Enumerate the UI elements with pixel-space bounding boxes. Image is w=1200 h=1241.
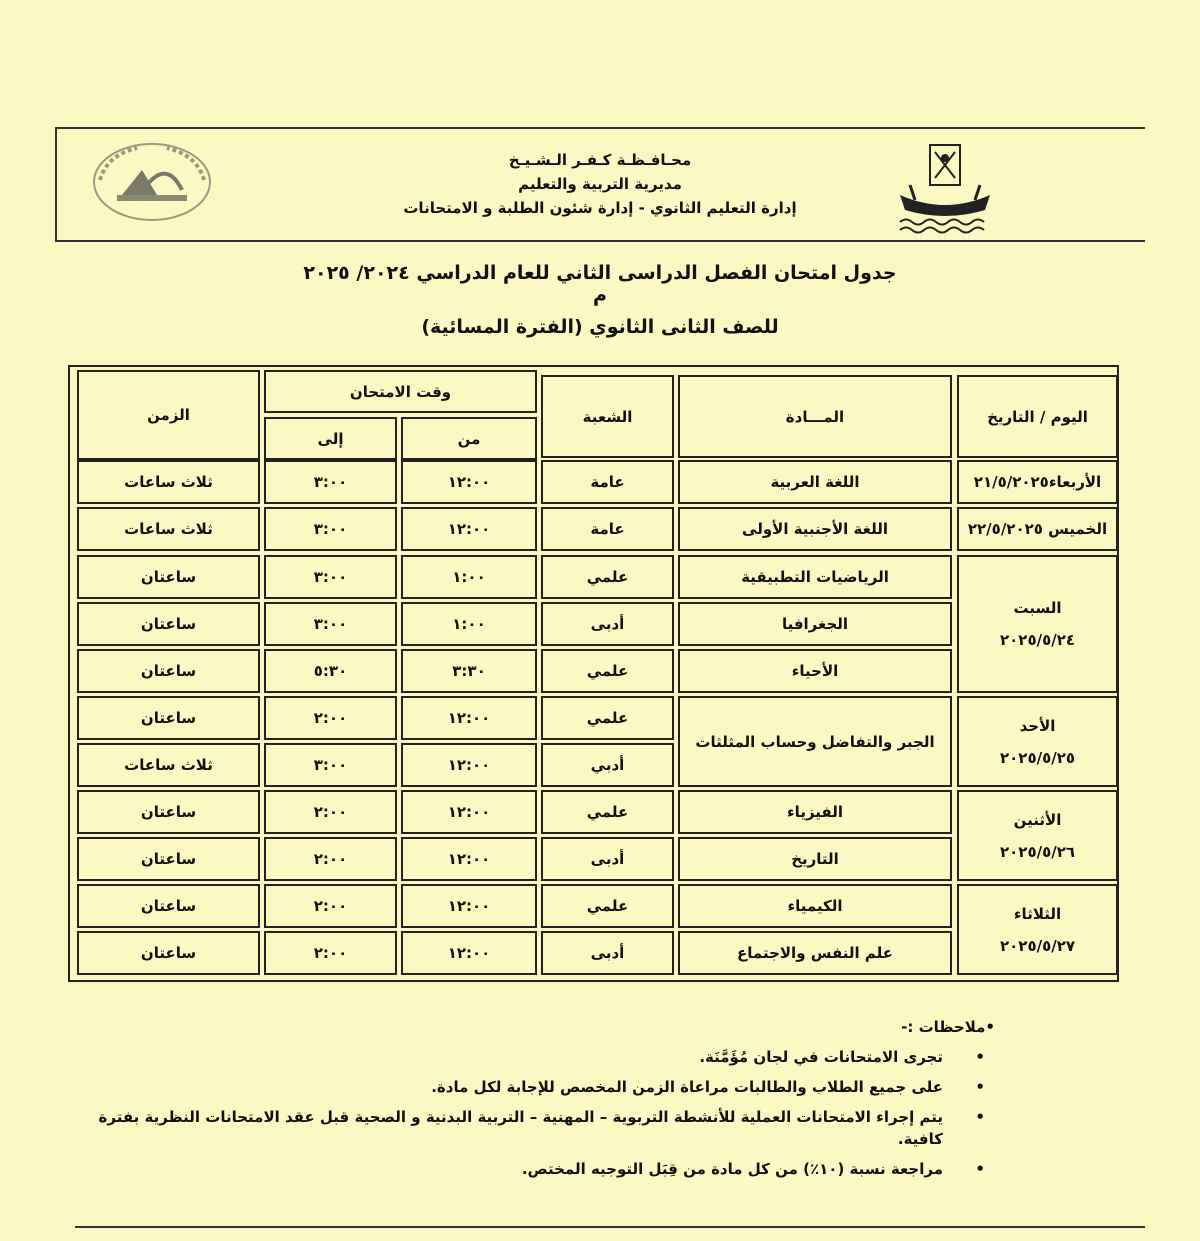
- document-subtitle: للصف الثانى الثانوي (الفترة المسائية): [421, 316, 779, 338]
- duration-cell: ثلاث ساعات: [77, 743, 260, 787]
- day-date-cell: الخميس ٢٢/٥/٢٠٢٥: [957, 507, 1118, 551]
- header-frame-left: [55, 127, 57, 240]
- directorate-emblem: [82, 140, 222, 225]
- subject-cell: الكيمياء: [678, 884, 952, 928]
- subject-cell: الجغرافيا: [678, 602, 952, 646]
- note-item: • يتم إجراء الامتحانات العملية للأنشطة التربوية – المهنية – التربية البدنية و الصحية قبل عقد الامتحانات النظرية بفترة كافية.: [98, 1108, 985, 1148]
- to-time-cell: ٣:٠٠: [264, 460, 397, 504]
- from-time-cell: ١:٠٠: [401, 555, 537, 599]
- branch-cell: علمي: [541, 555, 674, 599]
- notes-title: •ملاحظات :-: [901, 1018, 995, 1036]
- from-time-cell: ١٢:٠٠: [401, 790, 537, 834]
- from-time-cell: ١٢:٠٠: [401, 460, 537, 504]
- to-time-cell: ٢:٠٠: [264, 884, 397, 928]
- branch-cell: عامة: [541, 507, 674, 551]
- subject-cell: اللغة العربية: [678, 460, 952, 504]
- duration-cell: ساعتان: [77, 790, 260, 834]
- notes-section: [85, 1018, 995, 1188]
- branch-cell: علمي: [541, 790, 674, 834]
- from-time-cell: ١٢:٠٠: [401, 696, 537, 740]
- branch-cell: علمي: [541, 884, 674, 928]
- header-from: من: [401, 417, 537, 460]
- header-duration: الزمن: [77, 370, 260, 460]
- to-time-cell: ٣:٠٠: [264, 507, 397, 551]
- note-item: • على جميع الطلاب والطالبات مراعاة الزمن المخصص للإجابة لكل مادة.: [431, 1078, 985, 1096]
- header-exam-time: وقت الامتحان: [264, 370, 537, 413]
- day-date-cell: الأربعاء٢١/٥/٢٠٢٥: [957, 460, 1118, 504]
- subject-cell: اللغة الأجنبية الأولى: [678, 507, 952, 551]
- header-frame-divider: [55, 240, 1145, 242]
- notes-bullet: •: [985, 1018, 995, 1036]
- from-time-cell: ١٢:٠٠: [401, 837, 537, 881]
- from-time-cell: ١٢:٠٠: [401, 931, 537, 975]
- to-time-cell: ٢:٠٠: [264, 790, 397, 834]
- day-date-cell: الثلاثاء ٢٠٢٥/٥/٢٧: [957, 884, 1118, 975]
- to-time-cell: ٣:٠٠: [264, 743, 397, 787]
- from-time-cell: ١:٠٠: [401, 602, 537, 646]
- branch-cell: أدبي: [541, 743, 674, 787]
- subject-cell: الفيزياء: [678, 790, 952, 834]
- from-time-cell: ١٢:٠٠: [401, 884, 537, 928]
- to-time-cell: ٥:٣٠: [264, 649, 397, 693]
- duration-cell: ساعتان: [77, 602, 260, 646]
- note-item: • مراجعة نسبة (١٠٪) من كل مادة من قِبَل التوجيه المختص.: [521, 1160, 985, 1178]
- duration-cell: ساعتان: [77, 555, 260, 599]
- to-time-cell: ٢:٠٠: [264, 837, 397, 881]
- branch-cell: علمي: [541, 649, 674, 693]
- subject-cell: الرياضيات التطبيقية: [678, 555, 952, 599]
- branch-cell: علمي: [541, 696, 674, 740]
- note-item: • تجرى الامتحانات في لجان مُؤَمَّنَة.: [699, 1048, 985, 1066]
- header-day-date: اليوم / التاريخ: [957, 375, 1118, 458]
- department-name: إدارة التعليم الثانوي - إدارة شئون الطلبة و الامتحانات: [403, 199, 797, 217]
- branch-cell: أدبى: [541, 931, 674, 975]
- day-date-cell: السبت ٢٠٢٥/٥/٢٤: [957, 555, 1118, 693]
- document-title: جدول امتحان الفصل الدراسى الثاني للعام الدراسي ٢٠٢٤/ ٢٠٢٥ م: [303, 262, 897, 306]
- header-to: إلى: [264, 417, 397, 460]
- to-time-cell: ٢:٠٠: [264, 696, 397, 740]
- to-time-cell: ٣:٠٠: [264, 555, 397, 599]
- governorate-emblem: [895, 140, 995, 235]
- branch-cell: أدبى: [541, 837, 674, 881]
- header-subject: المـــادة: [678, 375, 952, 458]
- subject-cell: التاريخ: [678, 837, 952, 881]
- governorate-name: محـافـظـة كـفـر الـشـيـخ: [508, 151, 692, 169]
- header-frame-top: [55, 127, 1145, 129]
- branch-cell: عامة: [541, 460, 674, 504]
- header-branch: الشعبة: [541, 375, 674, 458]
- day-date-cell: الأحد ٢٠٢٥/٥/٢٥: [957, 696, 1118, 787]
- letterhead: [400, 148, 800, 220]
- duration-cell: ثلاث ساعات: [77, 460, 260, 504]
- duration-cell: ساعتان: [77, 837, 260, 881]
- from-time-cell: ١٢:٠٠: [401, 743, 537, 787]
- subject-cell: علم النفس والاجتماع: [678, 931, 952, 975]
- subject-cell: الجبر والتفاضل وحساب المثلثات: [678, 696, 952, 787]
- from-time-cell: ٣:٣٠: [401, 649, 537, 693]
- subject-cell: الأحياء: [678, 649, 952, 693]
- from-time-cell: ١٢:٠٠: [401, 507, 537, 551]
- duration-cell: ساعتان: [77, 931, 260, 975]
- duration-cell: ساعتان: [77, 649, 260, 693]
- duration-cell: ثلاث ساعات: [77, 507, 260, 551]
- directorate-name: مديرية التربية والتعليم: [518, 175, 682, 193]
- day-date-cell: الأثنين ٢٠٢٥/٥/٢٦: [957, 790, 1118, 881]
- footer-divider: [75, 1226, 1145, 1228]
- duration-cell: ساعتان: [77, 696, 260, 740]
- to-time-cell: ٣:٠٠: [264, 602, 397, 646]
- duration-cell: ساعتان: [77, 884, 260, 928]
- branch-cell: أدبى: [541, 602, 674, 646]
- to-time-cell: ٢:٠٠: [264, 931, 397, 975]
